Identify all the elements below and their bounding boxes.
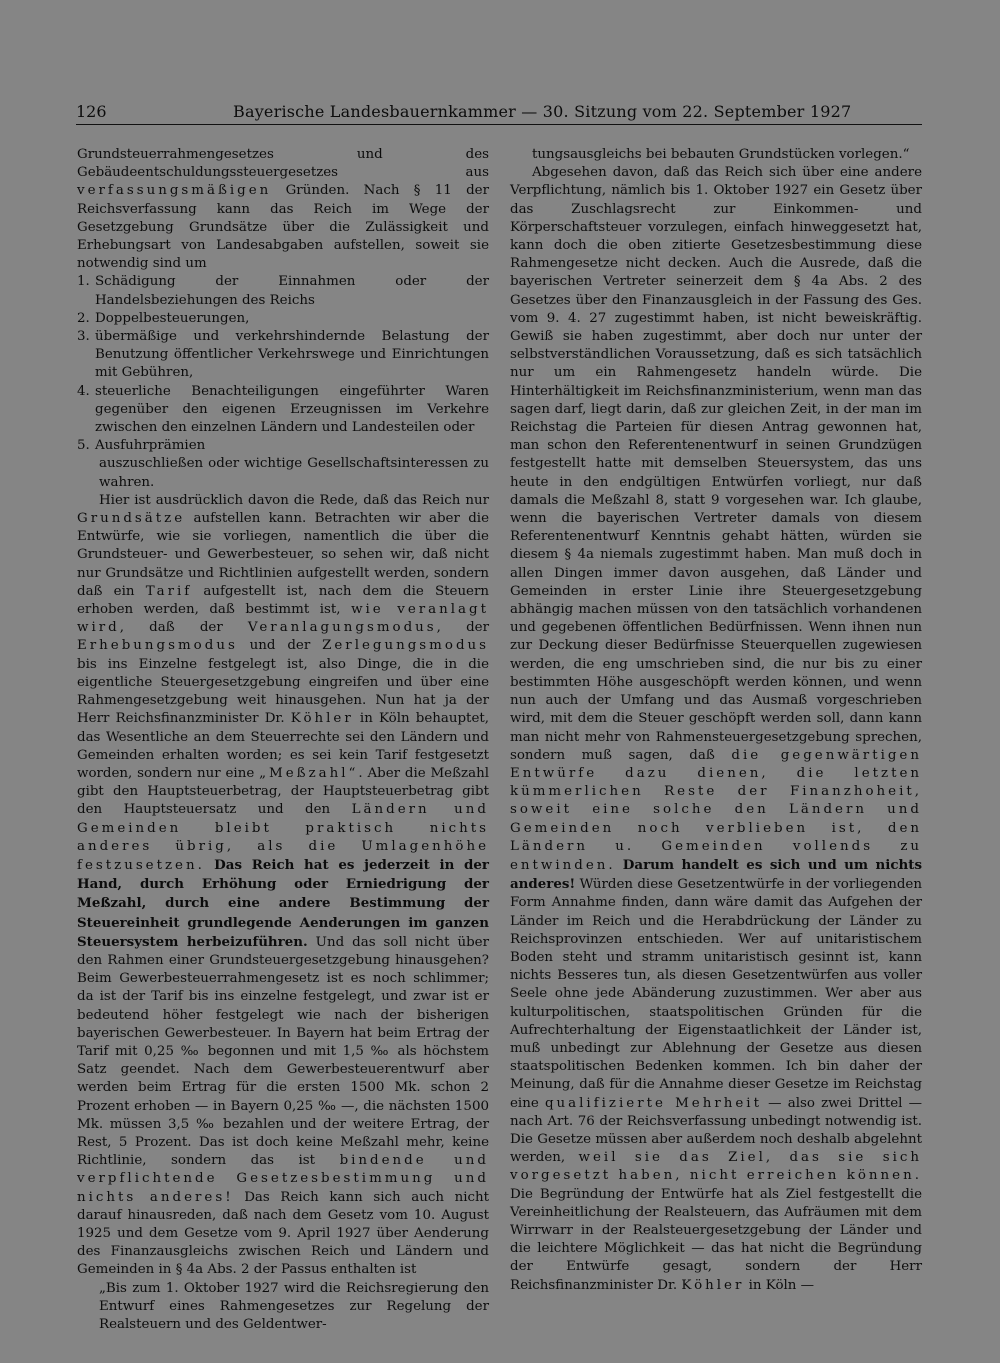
text-run: . Aber die Meßzahl gibt den Hauptsteuerbetrag, der Hauptsteuerbetrag gibt den Hauptsteuersatz und den — [77, 765, 489, 818]
text-run: bis ins Einzelne festgelegt ist, also Dinge, die in die eigentliche Steuergesetzgebung eingreifen und über eine Rahmengesetzgebung weit hinausgehen. Nun hat ja der Herr Reichsfinanzminister Dr. — [77, 656, 489, 727]
spaced-emphasis: weil sie das Ziel, das sie sich vorgesetzt haben, nicht erreichen können. — [510, 1150, 922, 1184]
text-run: Hier ist ausdrücklich davon die Rede, daß das Reich nur — [99, 492, 489, 508]
text-run: aufstellen kann. Betrachten wir aber die Entwürfe, wie sie vorliegen, namentlich die über die Grundsteuer- und Gewerbesteuer, so sehen wir, daß nicht nur Grundsätze und Richtlinien aufgestellt werden, sondern daß ein — [77, 511, 489, 599]
spaced-emphasis: bindende und verpflichtende Gesetzesbestimmung und nichts anderes! — [77, 1153, 489, 1205]
text-run: — also zwei Drittel — nach Art. 76 der Reichsverfassung unbedingt notwendig ist. Die Gesetze müssen aber außerdem noch deshalb abgelehnt werden, — [510, 1095, 922, 1166]
spaced-emphasis: Köhler — [681, 1277, 745, 1293]
spaced-emphasis: Köhler — [290, 711, 354, 727]
list-item — [77, 310, 489, 328]
left-column — [77, 146, 489, 1334]
text-run: Grundsteuerrahmengesetzes und des Gebäudeentschuldungssteuergesetzes aus — [77, 147, 489, 181]
block-quote: „Bis zum 1. Oktober 1927 wird die Reichsregierung den Entwurf eines Rahmengesetzes zur Regelung der Realsteuern und des Geldentwer- — [99, 1280, 489, 1332]
text-run: Abgesehen davon, daß das Reich sich über eine andere Verpflichtung, nämlich bis 1. Oktober 1927 ein Gesetz über das Zuschlagsrecht zur Einkommen- und Körperschaftsteuer vorzulegen, einfach hinweggesetzt hat, kann doch die oben zitierte Gesetzesbestimmung diese Rahmengesetze nicht decken. Auch die Ausrede, daß die bayerischen Vertreter seinerzeit dem § 4a Abs. 2 des Gesetzes über den Finanzausgleich in der Fassung des Ges. vom 9. 4. 27 zugestimmt haben, ist nicht beweiskräftig. Gewiß sie haben zugestimmt, aber doch nur unter der selbstverständlichen Voraussetzung, daß es sich tatsächlich nur um ein Rahmengesetz handeln würde. Die Hinterhältigkeit im Reichsfinanzministerium, wenn man das sagen darf, liegt darin, daß zur gleichen Zeit, in der man im Reichstag die Parteien für diesen Antrag gewonnen hat, man schon den Referentenentwurf in seinen Grundzügen festgestellt hatte mit demselben Steuersystem, das uns heute in den endgültigen Entwürfen vorliegt, nur daß damals die Meßzahl 8, statt 9 vorgesehen war. Ich glaube, wenn die bayerischen Vertreter damals von diesem Referentenentwurf Kenntnis gehabt hätten, würden sie diesem § 4a niemals zugestimmt haben. Man muß doch in allen Dingen immer davon ausgehen, daß Länder und Gemeinden in erster Linie ihre Steuergesetzgebung abhängig machen müssen von den tatsächlich vorhandenen und gegebenen öffentlichen Bedürfnissen. Wenn ihnen nun zur Deckung dieser Bedürfnisse Steuerquellen zugewiesen werden, die eng umschrieben sind, die nur bis zu einer bestimmten Höhe ausgeschöpft werden können, und wenn nun auch der Umfang und das Ausmaß vorgeschrieben wird, mit dem die Steuer geschöpft werden soll, dann kann man nicht mehr von Rahmensteuergesetzgebung sprechen, sondern muß sagen, daß — [510, 165, 922, 763]
page-number: 126 — [76, 102, 107, 121]
text-run: aufgestellt ist, nach dem die Steuern erhoben werden, daß bestimmt ist, — [77, 583, 490, 618]
list-text: Doppelbesteuerungen, — [95, 310, 250, 326]
list-item — [77, 328, 489, 383]
spaced-emphasis: Erhebungsmodus — [77, 638, 238, 654]
paragraph — [510, 164, 922, 1295]
list-item — [77, 383, 489, 438]
text-run: und der — [249, 638, 311, 654]
list-tail: auszuschließen oder wichtige Gesellschaftsinteressen zu wahren. — [99, 456, 489, 490]
spaced-emphasis: wie veranlagt wird — [77, 602, 489, 636]
list-item — [77, 273, 489, 309]
right-column — [510, 146, 922, 1295]
spaced-emphasis: Grundsätze — [77, 511, 186, 527]
text-run: in Köln — — [748, 1277, 815, 1293]
spaced-emphasis: die gegenwärtigen Entwürfe dazu dienen, die letzten kümmerlichen Reste der Finanzhoheit, soweit eine solche den Ländern und Gemeinden noch verblieben ist, den Ländern u. Gemeinden vollends zu entwinden. — [510, 747, 922, 873]
list-number: 3. — [77, 329, 90, 345]
paragraph — [77, 492, 489, 1280]
list-number: 1. — [77, 274, 90, 290]
list-text: übermäßige und verkehrshindernde Belastung der Benutzung öffentlicher Verkehrswege und Einrichtungen mit Gebühren, — [95, 329, 489, 381]
spaced-emphasis: Ländern und Gemeinden bleibt praktisch nichts anderes übrig, als die Umlagenhöhe festzusetzen. — [77, 802, 489, 873]
bold-emphasis: Darum handelt es sich und um nichts anderes! — [510, 856, 922, 893]
list-text: Schädigung der Einnahmen oder der Handelsbeziehungen des Reichs — [95, 274, 489, 308]
spaced-emphasis: qualifizierte Mehrheit — [544, 1095, 762, 1111]
spaced-emphasis: „Meßzahl“ — [259, 765, 359, 781]
block-quote-continued: tungsausgleichs bei bebauten Grundstücken vorlegen.“ — [532, 147, 910, 162]
running-title: Bayerische Landesbauernkammer — 30. Sitzung vom 22. September 1927 — [233, 102, 852, 121]
text-run: in Köln behauptet, das Wesentliche an dem Steuerrechte sei den Ländern und Gemeinden erhalten worden; es sei kein Tarif festgesetzt worden, sondern nur eine — [77, 711, 490, 781]
spaced-emphasis: Tarif — [145, 583, 193, 599]
text-run: , daß der — [119, 620, 223, 636]
list-number: 5. — [77, 438, 90, 454]
text-run: Und das soll nicht über den Rahmen einer Grundsteuergesetzgebung hinausgehen? Beim Gewerbesteuerrahmengesetz ist es noch schlimmer; da ist der Tarif bis ins einzelne festgelegt, und zwar ist er bedeutend höher festgelegt wie nach der bisherigen bayerischen Gewerbesteuer. In Bayern hat beim Ertrag der Tarif mit 0,25 ‰ begonnen und mit 1,5 ‰ als höchstem Satz geendet. Nach dem Gewerbesteuerentwurf aber werden beim Ertrag für die ersten 1500 Mk. schon 2 Prozent erhoben — in Bayern 0,25 ‰ —, die nächsten 1500 Mk. müssen 3,5 ‰ bezahlen und der weitere Ertrag, der Rest, 5 Prozent. Das ist doch keine Meßzahl mehr, keine Richtlinie, sondern das ist — [77, 934, 489, 1169]
paragraph — [77, 146, 489, 273]
spaced-emphasis: Veranlagungsmodus — [247, 620, 437, 636]
text-run: Die Begründung der Entwürfe hat als Ziel festgestellt die Vereinheitlichung der Realsteuern, das Aufräumen mit dem Wirrwarr in der Realsteuergesetzgebung der Länder und die leichtere Möglichkeit — das hat nicht die Begründung der Entwürfe gesagt, sondern der Herr Reichsfinanzminister Dr. — [510, 1186, 922, 1293]
text-run: Gründen. Nach § 11 der Reichsverfassung kann das Reich im Wege der Gesetzgebung Grundsätze über die Zulässigkeit und Erhebungsart von Landesabgaben aufstellen, soweit sie notwendig sind um — [77, 183, 489, 272]
list-number: 2. — [77, 310, 90, 326]
list-item — [77, 437, 489, 455]
page-header — [76, 100, 922, 125]
spaced-emphasis: verfassungsmäßigen — [77, 183, 272, 199]
text-run: , der — [436, 620, 489, 636]
bold-emphasis: Das Reich hat es jederzeit in der Hand, durch Erhöhung oder Erniedrigung der Meßzahl, durch eine andere Bestimmung der Steuereinheit grundlegende Aenderungen im ganzen Steuersystem herbeizuführen. — [77, 856, 489, 950]
text-run: Das Reich kann sich auch nicht darauf hinausreden, daß nach dem Gesetz vom 10. August 1925 und dem Gesetze vom 9. April 1927 über Aenderung des Finanzausgleichs zwischen Reich und Ländern und Gemeinden in § 4a Abs. 2 der Passus enthalten ist — [77, 1189, 489, 1278]
text-run: Würden diese Gesetzentwürfe in der vorliegenden Form Annahme finden, dann wäre damit das Aufgehen der Länder im Reich und die Herabdrückung der Länder zu Reichsprovinzen entschieden. Wer auf unitaristischem Boden steht und stramm unitaristisch gesinnt ist, kann nichts Besseres tun, als diesen Gesetzentwürfen aus voller Seele ohne jede Abänderung zuzustimmen. Wer aber aus kulturpolitischen, staatspolitischen Gründen für die Aufrechterhaltung der Eigenstaatlichkeit der Länder ist, muß unbedingt zur Ablehnung der Gesetze aus diesen staatspolitischen Bedenken kommen. Ich bin daher der Meinung, daß für die Annahme dieser Gesetze im Reichstag eine — [510, 877, 922, 1111]
list-number: 4. — [77, 383, 90, 399]
list-text: Ausfuhrprämien — [95, 438, 206, 454]
spaced-emphasis: Zerlegungsmodus — [322, 638, 490, 654]
list-text: steuerliche Benachteiligungen eingeführter Waren gegenüber den eigenen Erzeugnissen im Verkehre zwischen den einzelnen Ländern und Landesteilen oder — [95, 383, 489, 436]
